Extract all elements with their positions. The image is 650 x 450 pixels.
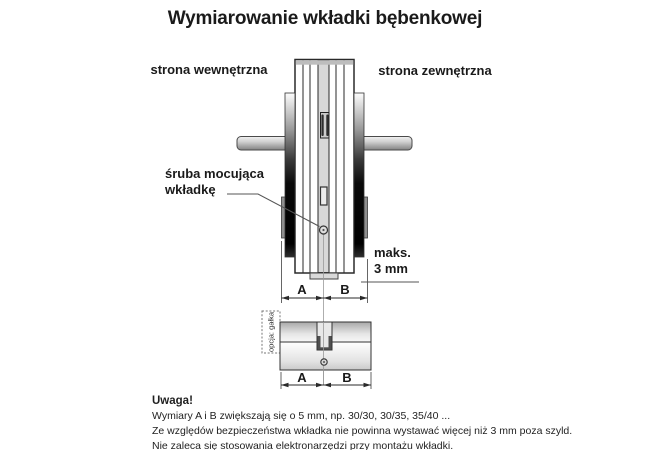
dim-arrow <box>360 296 368 301</box>
escutcheon-plate-outer <box>354 93 364 257</box>
dim-arrow <box>316 296 324 301</box>
mounting-screw-label <box>165 166 264 198</box>
dim-arrow <box>324 296 332 301</box>
mounting-screw-label-line2: wkładkę <box>165 182 216 197</box>
cam-notch-bottom <box>318 347 332 349</box>
dimension-label-a-upper: A <box>297 282 307 297</box>
note-line: Ze względów bezpieczeństwa wkładka nie powinna wystawać więcej niż 3 mm poza szyld. <box>152 425 573 437</box>
dimension-label-b-upper: B <box>340 282 350 297</box>
notes-block <box>152 394 572 450</box>
dim-arrow <box>324 383 332 388</box>
label-inner-side: strona wewnętrzna <box>150 62 268 77</box>
thumbturn-slot-wall <box>321 115 323 137</box>
door-top-edge <box>296 60 354 64</box>
spindle-bar-inner <box>237 137 289 151</box>
dimension-label-a-lower: A <box>297 370 307 385</box>
max-protrusion-line2: 3 mm <box>374 261 408 276</box>
lock-faceplate-tab <box>310 273 338 279</box>
page-title: Wymiarowanie wkładki bębenkowej <box>167 8 483 29</box>
screw-hole-center <box>323 361 325 363</box>
thumbturn-slot-wall <box>326 115 328 137</box>
note-line: Wymiary A i B zwiększają się o 5 mm, np. 30/30, 30/35, 35/40 ... <box>152 410 451 422</box>
dim-arrow <box>281 383 289 388</box>
dim-arrow <box>282 296 290 301</box>
keyway-slot <box>321 187 328 205</box>
dim-arrow <box>364 383 372 388</box>
label-outer-side: strona zewnętrzna <box>378 63 492 78</box>
knob-option-label: opcja: gałka <box>266 311 276 353</box>
max-protrusion-line1: maks. <box>374 245 411 260</box>
spindle-bar-outer <box>360 137 412 151</box>
dim-arrow <box>316 383 324 388</box>
notes-heading: Uwaga! <box>152 395 193 407</box>
note-line: Nie zaleca się stosowania elektronarzędzi przy montażu wkładki. <box>152 440 454 450</box>
max-protrusion-label <box>374 245 411 277</box>
escutcheon-plate-inner <box>285 93 295 257</box>
mounting-screw-label-line1: śruba mocująca <box>165 166 264 181</box>
dimension-label-b-lower: B <box>342 370 352 385</box>
mounting-screw-center <box>322 229 324 231</box>
